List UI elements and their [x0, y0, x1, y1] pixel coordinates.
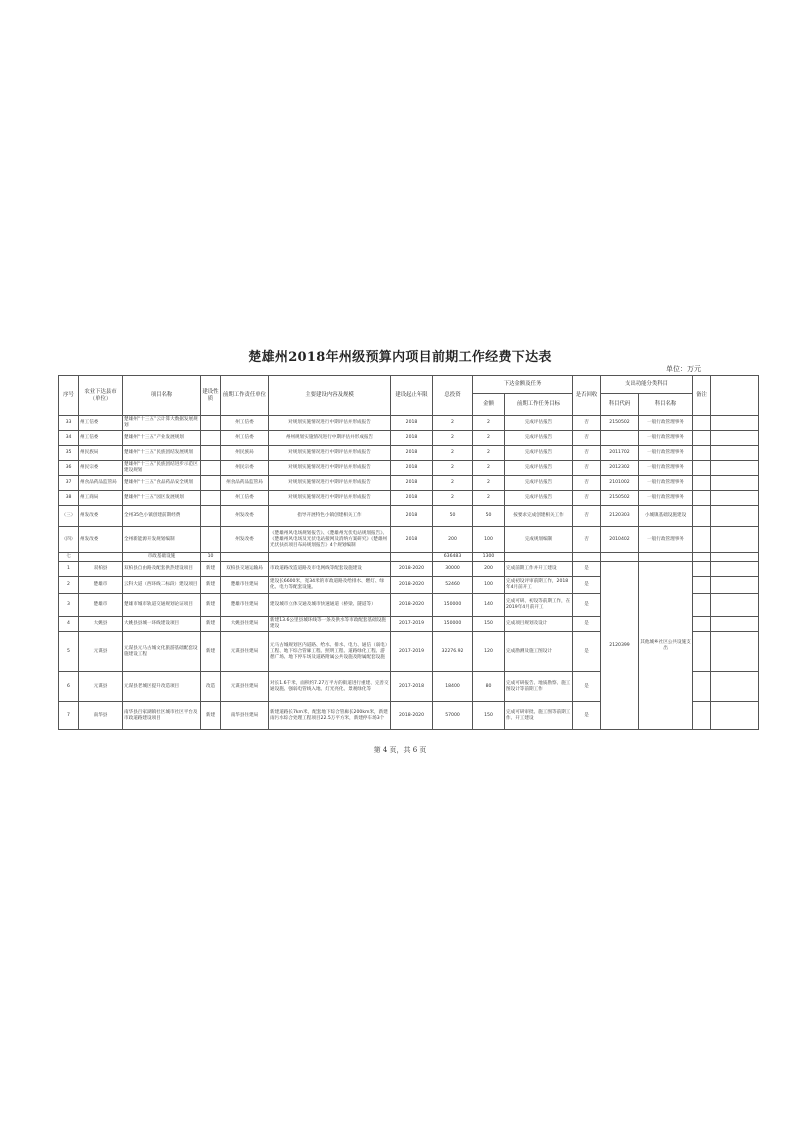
- cell-no: 38: [59, 491, 79, 506]
- table-row: [59, 446, 759, 461]
- table-row: [59, 431, 759, 446]
- header-cname: 科目名称: [639, 394, 693, 416]
- cell-org: 州工商局: [79, 491, 123, 506]
- cell-remark: [693, 672, 711, 702]
- cell-nature: [201, 416, 221, 431]
- cell-unit: 州工信委: [221, 491, 269, 506]
- cell-task: 完成初设评审前期工作，2018年4月前开工: [505, 577, 573, 594]
- cell-org: 州民族局: [79, 446, 123, 461]
- cell-code: [601, 553, 639, 562]
- cell-content: 建设城市立体交通及城市快速通道（桥梁、隧道等）: [269, 594, 391, 617]
- cell-recover: [573, 553, 601, 562]
- cell-code: 2150502: [601, 491, 639, 506]
- cell-content: 建设长6600米，宽34米的市政道路及给排水、燃灯、绿化、电力等配套设施。: [269, 577, 391, 594]
- cell-recover: 是: [573, 577, 601, 594]
- cell-unit: 楚雄市住建局: [221, 577, 269, 594]
- cell-name: 楚雄州“十三五”产业发展规划: [123, 431, 201, 446]
- cell-code: 2120303: [601, 506, 639, 527]
- cell-code: 2012302: [601, 461, 639, 476]
- cell-amount: 2: [473, 446, 505, 461]
- cell-code-merged: 2120399: [601, 562, 639, 730]
- cell-name: 南华县百家湖镇社区城市社区平台及市政道路建设项目: [123, 702, 201, 730]
- cell-blank: [711, 446, 759, 461]
- cell-period: 2018: [391, 491, 433, 506]
- cell-total: 50: [433, 506, 473, 527]
- header-total: 总投资: [433, 376, 473, 416]
- cell-code: 2150502: [601, 416, 639, 431]
- cell-task: 完成可研报告、地质勘察、施工图设计等前期工作: [505, 672, 573, 702]
- cell-cname: 一般行政管理事务: [639, 491, 693, 506]
- cell-code: 2101002: [601, 476, 639, 491]
- cell-no: 5: [59, 632, 79, 672]
- cell-org: 大姚县: [79, 617, 123, 632]
- cell-amount: 2: [473, 416, 505, 431]
- cell-period: 2018: [391, 461, 433, 476]
- cell-name: 楚雄州“十三五”民族团结发展规划: [123, 446, 201, 461]
- cell-task: 完成前期工作并开工建设: [505, 562, 573, 577]
- cell-code: [601, 431, 639, 446]
- cell-no: 4: [59, 617, 79, 632]
- header-blank: [711, 376, 759, 416]
- cell-name: 双柏县自由路及配套供热建设项目: [123, 562, 201, 577]
- cell-period: 2017-2019: [391, 632, 433, 672]
- cell-nature: [201, 506, 221, 527]
- cell-task: 完成可研、初设等前期工作，在2019年4月前开工: [505, 594, 573, 617]
- header-code: 科目代码: [601, 394, 639, 416]
- cell-cname: 一般行政管理事务: [639, 431, 693, 446]
- cell-nature: 新建: [201, 702, 221, 730]
- cell-blank: [711, 562, 759, 577]
- cell-remark: [693, 506, 711, 527]
- cell-no: 3: [59, 594, 79, 617]
- cell-remark: [693, 446, 711, 461]
- cell-org: 州工信委: [79, 431, 123, 446]
- cell-task: 完成评估报告: [505, 446, 573, 461]
- cell-name: 元谋县老城区提升改造项目: [123, 672, 201, 702]
- cell-no: 33: [59, 416, 79, 431]
- cell-amount: 50: [473, 506, 505, 527]
- cell-name: 楚雄州“十三五”食品药品安全规划: [123, 476, 201, 491]
- cell-unit: 大姚县住建局: [221, 617, 269, 632]
- cell-remark: [693, 562, 711, 577]
- cell-task: [505, 553, 573, 562]
- cell-nature: [201, 446, 221, 461]
- table-row: [59, 562, 759, 577]
- header-content: 主要建设内容及规模: [269, 376, 391, 416]
- cell-org: 楚雄市: [79, 594, 123, 617]
- cell-recover: 否: [573, 431, 601, 446]
- cell-name: 全州35色小镇创建前期经费: [123, 506, 201, 527]
- cell-nature: [201, 527, 221, 553]
- cell-recover: 否: [573, 446, 601, 461]
- cell-content: 对规划实施情况进行中期评估并形成报告: [269, 491, 391, 506]
- cell-blank: [711, 476, 759, 491]
- cell-remark: [693, 594, 711, 617]
- cell-total: 52460: [433, 577, 473, 594]
- cell-unit: 州发改委: [221, 506, 269, 527]
- cell-name: 元谋县元马古城文化旅游基础配套设施建设工程: [123, 632, 201, 672]
- cell-nature: [201, 476, 221, 491]
- cell-amount: 140: [473, 594, 505, 617]
- cell-amount: 80: [473, 672, 505, 702]
- cell-org: 州发改委: [79, 506, 123, 527]
- cell-content: 对规划实施情况进行中期评估并形成报告: [269, 476, 391, 491]
- cell-blank: [711, 577, 759, 594]
- cell-cname: 一般行政管理事务: [639, 416, 693, 431]
- budget-table: [58, 375, 759, 730]
- header-amount: 金额: [473, 394, 505, 416]
- cell-remark: [693, 416, 711, 431]
- cell-name: 楚雄州“十三五”园区发展规划: [123, 491, 201, 506]
- cell-nature: 新建: [201, 617, 221, 632]
- cell-period: 2018-2020: [391, 594, 433, 617]
- cell-org: 双柏县: [79, 562, 123, 577]
- cell-recover: 否: [573, 527, 601, 553]
- cell-nature: 新建: [201, 594, 221, 617]
- cell-content: 市政道路改造道路及市电网线等配套设施建设: [269, 562, 391, 577]
- cell-blank: [711, 527, 759, 553]
- header-recover: 是否回收: [573, 376, 601, 416]
- cell-blank: [711, 702, 759, 730]
- cell-total: 57000: [433, 702, 473, 730]
- page-footer: 第 4 页，共 6 页: [373, 746, 427, 754]
- cell-remark: [693, 491, 711, 506]
- cell-content: 新建13.6公里县城环线等一条及供水等市政配套基础设施建设: [269, 617, 391, 632]
- cell-period: [391, 553, 433, 562]
- cell-content: 元马古城规划区内道路、给水、排水、电力、通信（弱电）工程、地下综合管廊工程、照明工程、道路绿化工程、游憩广场、地下停车场及道路附属公共设施及附属配套设施: [269, 632, 391, 672]
- cell-task: 完成项目规划及设计: [505, 617, 573, 632]
- cell-remark: [693, 617, 711, 632]
- cell-content: 《楚雄州风电场规划报告》、《楚雄州光伏电站规划报告》、《楚雄州风电场及光伏电站接网及消纳方案研究》《楚雄州光伏扶贫项目布局规划报告》4个规划编制: [269, 527, 391, 553]
- cell-amount: 100: [473, 527, 505, 553]
- cell-unit: 州工信委: [221, 431, 269, 446]
- cell-amount: 150: [473, 702, 505, 730]
- cell-org: 州食品药品监管局: [79, 476, 123, 491]
- header-task-group: 下达金额及任务: [473, 376, 573, 394]
- cell-nature: [201, 431, 221, 446]
- header-cls-group: 支出功能分类科目: [601, 376, 693, 394]
- cell-cname: 一般行政管理事务: [639, 461, 693, 476]
- cell-amount: 100: [473, 577, 505, 594]
- table-row: [59, 416, 759, 431]
- cell-content: 州州规划实施情况进行中期评估并形成报告: [269, 431, 391, 446]
- cell-total: 2: [433, 476, 473, 491]
- cell-blank: [711, 461, 759, 476]
- cell-org: 州工信委: [79, 416, 123, 431]
- cell-blank: [711, 416, 759, 431]
- cell-remark: [693, 527, 711, 553]
- table-row: [59, 476, 759, 491]
- cell-amount: 2: [473, 491, 505, 506]
- cell-unit: 元谋县住建局: [221, 672, 269, 702]
- cell-task: 完成规划编制: [505, 527, 573, 553]
- cell-name: 云科大道（西环线二标段）建设项目: [123, 577, 201, 594]
- header-nature: 建设性质: [201, 376, 221, 416]
- cell-blank: [711, 617, 759, 632]
- cell-unit: 州发改委: [221, 527, 269, 553]
- cell-period: 2018: [391, 446, 433, 461]
- cell-no: （三）: [59, 506, 79, 527]
- cell-blank: [711, 553, 759, 562]
- cell-period: 2017-2018: [391, 672, 433, 702]
- cell-recover: 是: [573, 672, 601, 702]
- cell-amount: 120: [473, 632, 505, 672]
- cell-unit: 州工信委: [221, 416, 269, 431]
- cell-nature: [201, 461, 221, 476]
- cell-no: 7: [59, 702, 79, 730]
- cell-total: 2: [433, 461, 473, 476]
- table-total-row: [59, 553, 759, 562]
- cell-period: 2018: [391, 476, 433, 491]
- cell-task: 完成评估报告: [505, 476, 573, 491]
- cell-org: 州民宗委: [79, 461, 123, 476]
- cell-total: 2: [433, 416, 473, 431]
- cell-unit: [221, 553, 269, 562]
- cell-task: 完成评估报告: [505, 491, 573, 506]
- cell-total: 2: [433, 491, 473, 506]
- cell-content: 指导开展特色小镇创建相关工作: [269, 506, 391, 527]
- cell-content: 新建道路长7km米，配套地下综合管廊长200km米，新建雨污水综合处理工程项目22.5万平方米，新建停车场3个: [269, 702, 391, 730]
- cell-recover: 否: [573, 506, 601, 527]
- cell-name: 楚雄州“十三五”云计算大数据发展规划: [123, 416, 201, 431]
- cell-remark: [693, 577, 711, 594]
- cell-period: 2018: [391, 506, 433, 527]
- cell-nature: 新建: [201, 577, 221, 594]
- cell-blank: [711, 632, 759, 672]
- cell-blank: [711, 672, 759, 702]
- cell-task: 完成评估报告: [505, 431, 573, 446]
- cell-total: 18400: [433, 672, 473, 702]
- header-org: 农业下达县市（单位）: [79, 376, 123, 416]
- cell-unit: 州民族局: [221, 446, 269, 461]
- header-period: 建设起止年限: [391, 376, 433, 416]
- cell-no: （四）: [59, 527, 79, 553]
- cell-nature: [201, 491, 221, 506]
- cell-cname: 一般行政管理事务: [639, 476, 693, 491]
- cell-recover: 是: [573, 617, 601, 632]
- cell-no: 34: [59, 431, 79, 446]
- cell-amount: 2: [473, 476, 505, 491]
- cell-name: 全州新能源开发规划编制: [123, 527, 201, 553]
- cell-period: 2018: [391, 416, 433, 431]
- cell-period: 2018-2020: [391, 562, 433, 577]
- cell-code: 2010402: [601, 527, 639, 553]
- cell-blank: [711, 431, 759, 446]
- cell-amount: 2: [473, 431, 505, 446]
- cell-unit: 元谋县住建局: [221, 632, 269, 672]
- cell-recover: 是: [573, 562, 601, 577]
- header-no: 序号: [59, 376, 79, 416]
- cell-org: 楚雄市: [79, 577, 123, 594]
- cell-no: 37: [59, 476, 79, 491]
- cell-name: 楚雄市城市轨道交通规划论证项目: [123, 594, 201, 617]
- cell-no: 6: [59, 672, 79, 702]
- cell-nature: 新建: [201, 562, 221, 577]
- cell-recover: 是: [573, 594, 601, 617]
- cell-unit: 楚雄市住建局: [221, 594, 269, 617]
- cell-unit: 南华县住建局: [221, 702, 269, 730]
- cell-cname: [639, 553, 693, 562]
- header-unit: 前期工作责任单位: [221, 376, 269, 416]
- cell-name: 市政基础设施: [123, 553, 201, 562]
- cell-total: 2: [433, 431, 473, 446]
- cell-cname: 小城镇基础设施建设: [639, 506, 693, 527]
- cell-total: 200: [433, 527, 473, 553]
- cell-remark: [693, 476, 711, 491]
- cell-period: 2017-2019: [391, 617, 433, 632]
- cell-period: 2018: [391, 431, 433, 446]
- cell-amount: 150: [473, 617, 505, 632]
- cell-total: 32276.92: [433, 632, 473, 672]
- cell-blank: [711, 506, 759, 527]
- page-title: 楚雄州2018年州级预算内项目前期工作经费下达表: [248, 350, 552, 365]
- table-header-row: [59, 376, 759, 394]
- header-task: 前期工作任务目标: [505, 394, 573, 416]
- cell-org: 州发改委: [79, 527, 123, 553]
- cell-task: 按要求完成创建相关工作: [505, 506, 573, 527]
- cell-no: 七: [59, 553, 79, 562]
- cell-unit: 州食品药品监管局: [221, 476, 269, 491]
- cell-total: 150000: [433, 617, 473, 632]
- cell-no: 2: [59, 577, 79, 594]
- cell-no: 35: [59, 446, 79, 461]
- cell-name: 大姚县县城一环线建设项目: [123, 617, 201, 632]
- cell-recover: 否: [573, 416, 601, 431]
- cell-task: 完成评估报告: [505, 416, 573, 431]
- cell-nature: 改造: [201, 672, 221, 702]
- cell-amount: 2: [473, 461, 505, 476]
- cell-blank: [711, 594, 759, 617]
- cell-cname-merged: 其他城乡社区公共设施支出: [639, 562, 693, 730]
- cell-remark: [693, 632, 711, 672]
- table-row: [59, 491, 759, 506]
- cell-remark: [693, 702, 711, 730]
- cell-task: 完成评估报告: [505, 461, 573, 476]
- cell-task: 完成可研审批、施工图等前期工作、开工建设: [505, 702, 573, 730]
- header-remark: 备注: [693, 376, 711, 416]
- cell-org: 元谋县: [79, 672, 123, 702]
- cell-total: 150000: [433, 594, 473, 617]
- cell-content: 对长1.6千米，面积约7.27万平方的街道进行重建、完善交通设施、强弱电管线入地、灯光亮化、景观绿化等: [269, 672, 391, 702]
- cell-recover: 否: [573, 476, 601, 491]
- table-row: [59, 461, 759, 476]
- cell-content: [269, 553, 391, 562]
- header-name: 项目名称: [123, 376, 201, 416]
- cell-cname: 一般行政管理事务: [639, 527, 693, 553]
- cell-nature: 10: [201, 553, 221, 562]
- cell-unit: 双柏县交通运输局: [221, 562, 269, 577]
- cell-remark: [693, 461, 711, 476]
- cell-recover: 否: [573, 491, 601, 506]
- cell-code: 2011702: [601, 446, 639, 461]
- cell-org: [79, 553, 123, 562]
- cell-content: 对规划实施情况进行中期评估并形成报告: [269, 446, 391, 461]
- cell-amount: 200: [473, 562, 505, 577]
- cell-cname: 一般行政管理事务: [639, 446, 693, 461]
- table-row: [59, 527, 759, 553]
- cell-total: 30000: [433, 562, 473, 577]
- cell-content: 对规划实施情况进行中期评估并形成报告: [269, 461, 391, 476]
- cell-total: 636483: [433, 553, 473, 562]
- cell-remark: [693, 431, 711, 446]
- cell-recover: 否: [573, 461, 601, 476]
- cell-recover: 是: [573, 702, 601, 730]
- cell-nature: 新建: [201, 632, 221, 672]
- cell-name: 楚雄州“十三五”民族团结进步示范区建设规划: [123, 461, 201, 476]
- unit-label: 单位：万元: [666, 365, 701, 373]
- cell-total: 2: [433, 446, 473, 461]
- cell-period: 2018: [391, 527, 433, 553]
- cell-no: 1: [59, 562, 79, 577]
- cell-amount: 1300: [473, 553, 505, 562]
- cell-recover: 是: [573, 632, 601, 672]
- cell-content: 对规划实施情况进行中期评估并形成报告: [269, 416, 391, 431]
- table-row: [59, 506, 759, 527]
- cell-unit: 州民宗委: [221, 461, 269, 476]
- cell-remark: [693, 553, 711, 562]
- cell-no: 36: [59, 461, 79, 476]
- cell-period: 2018-2020: [391, 702, 433, 730]
- cell-org: 元谋县: [79, 632, 123, 672]
- cell-org: 南华县: [79, 702, 123, 730]
- cell-blank: [711, 491, 759, 506]
- cell-task: 完成勘测及施工图设计: [505, 632, 573, 672]
- cell-period: 2018-2020: [391, 577, 433, 594]
